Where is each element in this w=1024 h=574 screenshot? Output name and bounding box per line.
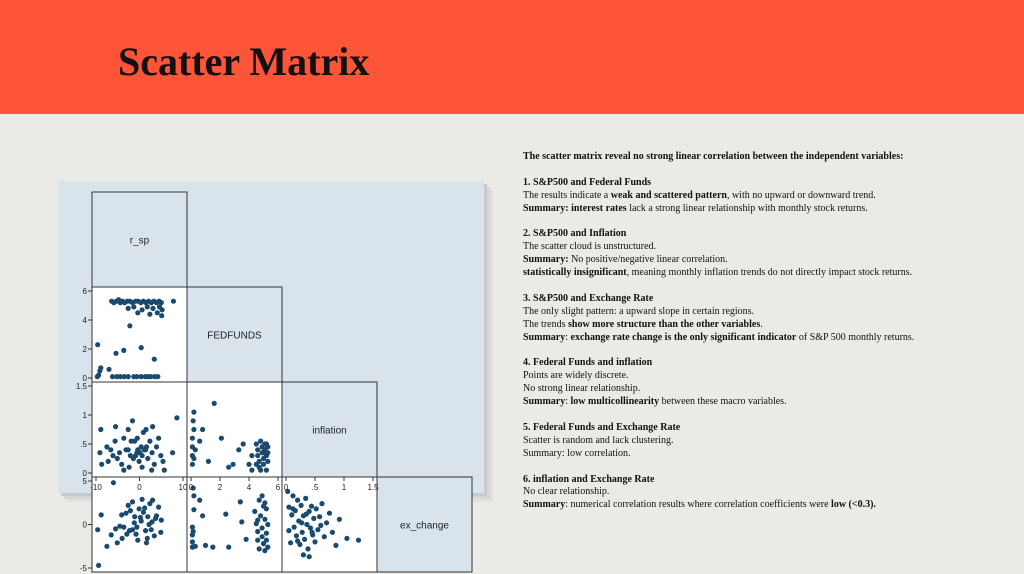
section-2-line-1: The scatter cloud is unstructured. [523,241,657,253]
data-point [254,462,259,467]
data-point [142,505,147,510]
data-point [121,436,126,441]
data-point [311,516,316,521]
data-point [135,310,140,315]
data-point [160,459,165,464]
data-point [299,503,304,508]
data-point [310,530,315,535]
data-point [115,456,120,461]
data-point [260,493,265,498]
data-point [120,536,125,541]
data-point [265,545,270,550]
data-point [132,514,137,519]
data-point [147,439,152,444]
data-point [190,436,195,441]
data-point [113,439,118,444]
data-point [219,436,224,441]
data-point [254,441,259,446]
data-point [152,533,157,538]
section-1-line-2: Summary: interest rates lack a strong linear relationship with monthly stock returns. [523,202,868,214]
section-5-heading: 5. Federal Funds and Exchange Rate [523,421,681,433]
data-point [155,374,160,379]
data-point [170,450,175,455]
data-point [258,439,263,444]
data-point [104,444,109,449]
data-point [99,512,104,517]
data-point [302,537,307,542]
data-point [288,540,293,545]
data-point [223,512,228,517]
data-point [129,439,134,444]
data-point [133,532,138,537]
page-title: Scatter Matrix [118,39,370,84]
data-point [193,544,198,549]
data-point [231,462,236,467]
data-point [126,306,131,311]
x-tick-label: 2 [217,483,223,492]
data-point [119,462,124,467]
section-1-heading: 1. S&P500 and Federal Funds [523,176,652,188]
section-1-line-1: The results indicate a weak and scattered pattern, with no upward or downward trend. [523,189,876,201]
data-point [127,528,132,533]
data-point [265,450,270,455]
section-4-line-1: Points are widely discrete. [523,370,629,382]
y-tick-label: 0 [82,374,87,383]
data-point [315,527,320,532]
data-point [203,543,208,548]
data-point [322,534,327,539]
data-point [154,444,159,449]
x-tick-label: -10 [90,483,102,492]
data-point [286,528,291,533]
data-point [95,342,100,347]
section-3-line-2: The trends show more structure than the other variables. [523,318,763,330]
data-point [140,497,145,502]
data-point [117,450,122,455]
data-point [126,427,131,432]
data-point [238,499,243,504]
scatter-matrix-svg [58,181,484,573]
data-point [333,543,338,548]
data-point [140,453,145,458]
section-6-heading: 6. inflation and Exchange Rate [523,473,655,485]
section-4-line-3: Summary: low multicollinearity between these macro variables. [523,396,787,408]
data-point [98,365,103,370]
data-point [159,518,164,523]
data-point [171,299,176,304]
data-point [258,513,263,518]
y-tick-label: 0 [82,520,87,530]
data-point [264,468,269,473]
data-point [130,418,135,423]
data-point [244,537,249,542]
data-point [258,468,263,473]
data-point [144,540,149,545]
data-point [159,313,164,318]
data-point [158,453,163,458]
data-point [95,527,100,532]
data-point [260,525,265,530]
data-point [150,424,155,429]
data-point [147,522,152,527]
data-point [206,459,211,464]
data-point [123,511,128,516]
data-point [135,538,140,543]
data-point [257,546,262,551]
data-point [294,533,299,538]
data-point [106,367,111,372]
data-point [135,436,140,441]
data-point [190,539,195,544]
section-3-line-3: Summary: exchange rate change is the only significant indicator of S&P 500 monthly returns. [523,331,915,343]
data-point [121,348,126,353]
y-tick-label: .5 [80,440,87,449]
data-point [133,453,138,458]
analysis-text [523,151,983,512]
data-point [153,516,158,521]
data-point [191,418,196,423]
data-point [144,444,149,449]
data-point [106,459,111,464]
data-point [152,357,157,362]
data-point [255,447,260,452]
data-point [150,306,155,311]
x-tick-label: 1 [341,483,347,492]
y-tick-label: 0 [82,469,87,478]
section-2-line-2: Summary: No positive/negative linear correlation. [523,254,728,266]
data-point [226,545,231,550]
data-point [197,498,202,503]
section-4-line-2: No strong linear relationship. [523,383,641,395]
data-point [301,552,306,557]
data-point [130,499,135,504]
data-point [257,498,262,503]
data-point [126,447,131,452]
data-point [318,523,323,528]
data-point [290,493,295,498]
data-point [337,517,342,522]
data-point [303,496,308,501]
data-point [255,453,260,458]
data-point [127,323,132,328]
data-point [314,506,319,511]
data-point [147,312,152,317]
x-tick-label: 0 [137,483,142,492]
data-point [264,531,269,536]
data-point [156,436,161,441]
section-6-line-2: Summary: numerical correlation results where correlation coefficients were low (<0.3). [523,499,876,511]
data-point [128,508,133,513]
x-tick-label: 0 [283,483,289,492]
data-point [246,462,251,467]
data-point [191,456,196,461]
section-5-line-2: Summary: low correlation. [523,447,631,459]
data-point [132,520,137,525]
data-point [113,424,118,429]
data-point [137,459,142,464]
section-3-heading: 3. S&P500 and Exchange Rate [523,292,654,304]
data-point [249,468,254,473]
x-tick-label: .5 [311,483,319,492]
y-tick-label: 6 [82,287,87,296]
data-point [319,501,324,506]
x-tick-label: 1.5 [367,483,379,492]
data-point [265,522,270,527]
data-point [210,545,215,550]
data-point [96,563,101,568]
y-tick-label: 5 [82,477,87,486]
data-point [264,441,269,446]
variable-label-inflation: inflation [312,425,347,437]
intro-text: The scatter matrix reveal no strong linear correlation between the independent variables: [523,151,904,162]
scatter-matrix-chart [58,181,484,573]
data-point [95,374,100,379]
data-point [174,415,179,420]
data-point [252,509,257,514]
data-point [344,536,349,541]
data-point [241,441,246,446]
data-point [324,520,329,525]
x-tick-label: 6 [275,483,281,492]
data-point [193,447,198,452]
data-point [99,462,104,467]
data-point [98,427,103,432]
data-point [126,374,131,379]
data-point [312,539,317,544]
data-point [299,520,304,525]
section-2-heading: 2. S&P500 and Inflation [523,228,627,240]
data-point [160,307,165,312]
data-point [139,345,144,350]
data-point [289,512,294,517]
data-point [356,538,361,543]
data-point [295,538,300,543]
data-point [295,498,300,503]
data-point [255,538,260,543]
data-point [149,468,154,473]
variable-label-r_sp: r_sp [129,235,150,247]
data-point [212,401,217,406]
data-point [191,507,196,512]
data-point [191,427,196,432]
section-2-line-3: statistically insignificant, meaning monthly inflation trends do not directly impact stock returns. [523,267,913,279]
data-point [191,529,196,534]
data-point [236,447,241,452]
data-point [115,540,120,545]
data-point [158,530,163,535]
x-tick-label: 4 [246,483,252,492]
data-point [191,410,196,415]
data-point [190,525,195,530]
data-point [97,450,102,455]
y-tick-label: 4 [82,316,87,325]
data-point [292,525,297,530]
variable-label-FEDFUNDS: FEDFUNDS [207,330,262,342]
data-point [290,506,295,511]
data-point [137,506,142,511]
data-point [145,514,150,519]
data-point [261,462,266,467]
data-point [327,511,332,516]
section-5-line-1: Scatter is random and lack clustering. [523,434,674,446]
data-point [152,462,157,467]
data-point [307,554,312,559]
data-point [239,519,244,524]
data-point [305,546,310,551]
y-tick-label: 1.5 [75,382,87,391]
data-point [262,517,267,522]
data-point [145,456,150,461]
data-point [262,500,267,505]
data-point [155,310,160,315]
data-point [143,528,148,533]
data-point [145,304,150,309]
data-point [149,527,154,532]
data-point [300,530,305,535]
section-4-heading: 4. Federal Funds and inflation [523,357,653,369]
data-point [127,465,132,470]
data-point [121,525,126,530]
y-tick-label: 1 [82,411,87,420]
data-point [265,459,270,464]
data-point [113,526,118,531]
data-point [200,427,205,432]
data-point [260,534,265,539]
data-point [140,307,145,312]
data-point [143,427,148,432]
data-point [317,514,322,519]
data-point [113,351,118,356]
data-point [150,450,155,455]
data-point [109,532,114,537]
data-point [255,529,260,534]
data-point [264,506,269,511]
section-3-line-1: The only slight pattern: a upward slope in certain regions. [523,305,755,317]
data-point [138,515,143,520]
data-point [145,536,150,541]
data-point [304,512,309,517]
data-point [126,503,131,508]
data-point [200,513,205,518]
x-tick-label: 10 [178,483,188,492]
data-point [110,453,115,458]
data-point [104,544,109,549]
y-tick-label: 2 [82,345,87,354]
data-point [330,530,335,535]
data-point [121,468,126,473]
data-point [162,468,167,473]
data-point [156,505,161,510]
data-point [226,465,231,470]
data-point [197,439,202,444]
data-point [150,498,155,503]
title-banner [0,0,1024,114]
section-6-line-1: No clear relationship. [523,486,610,498]
data-point [255,518,260,523]
variable-label-ex_change: ex_change [400,520,449,532]
data-point [111,480,116,485]
x-tick-label: 0 [188,483,194,492]
data-point [131,304,136,309]
data-point [191,493,196,498]
data-point [249,453,254,458]
panel-inflation-vs-ex_change [282,477,377,572]
data-point [190,462,195,467]
data-point [309,504,314,509]
data-point [140,465,145,470]
data-point [264,538,269,543]
y-tick-label: -5 [79,564,87,573]
